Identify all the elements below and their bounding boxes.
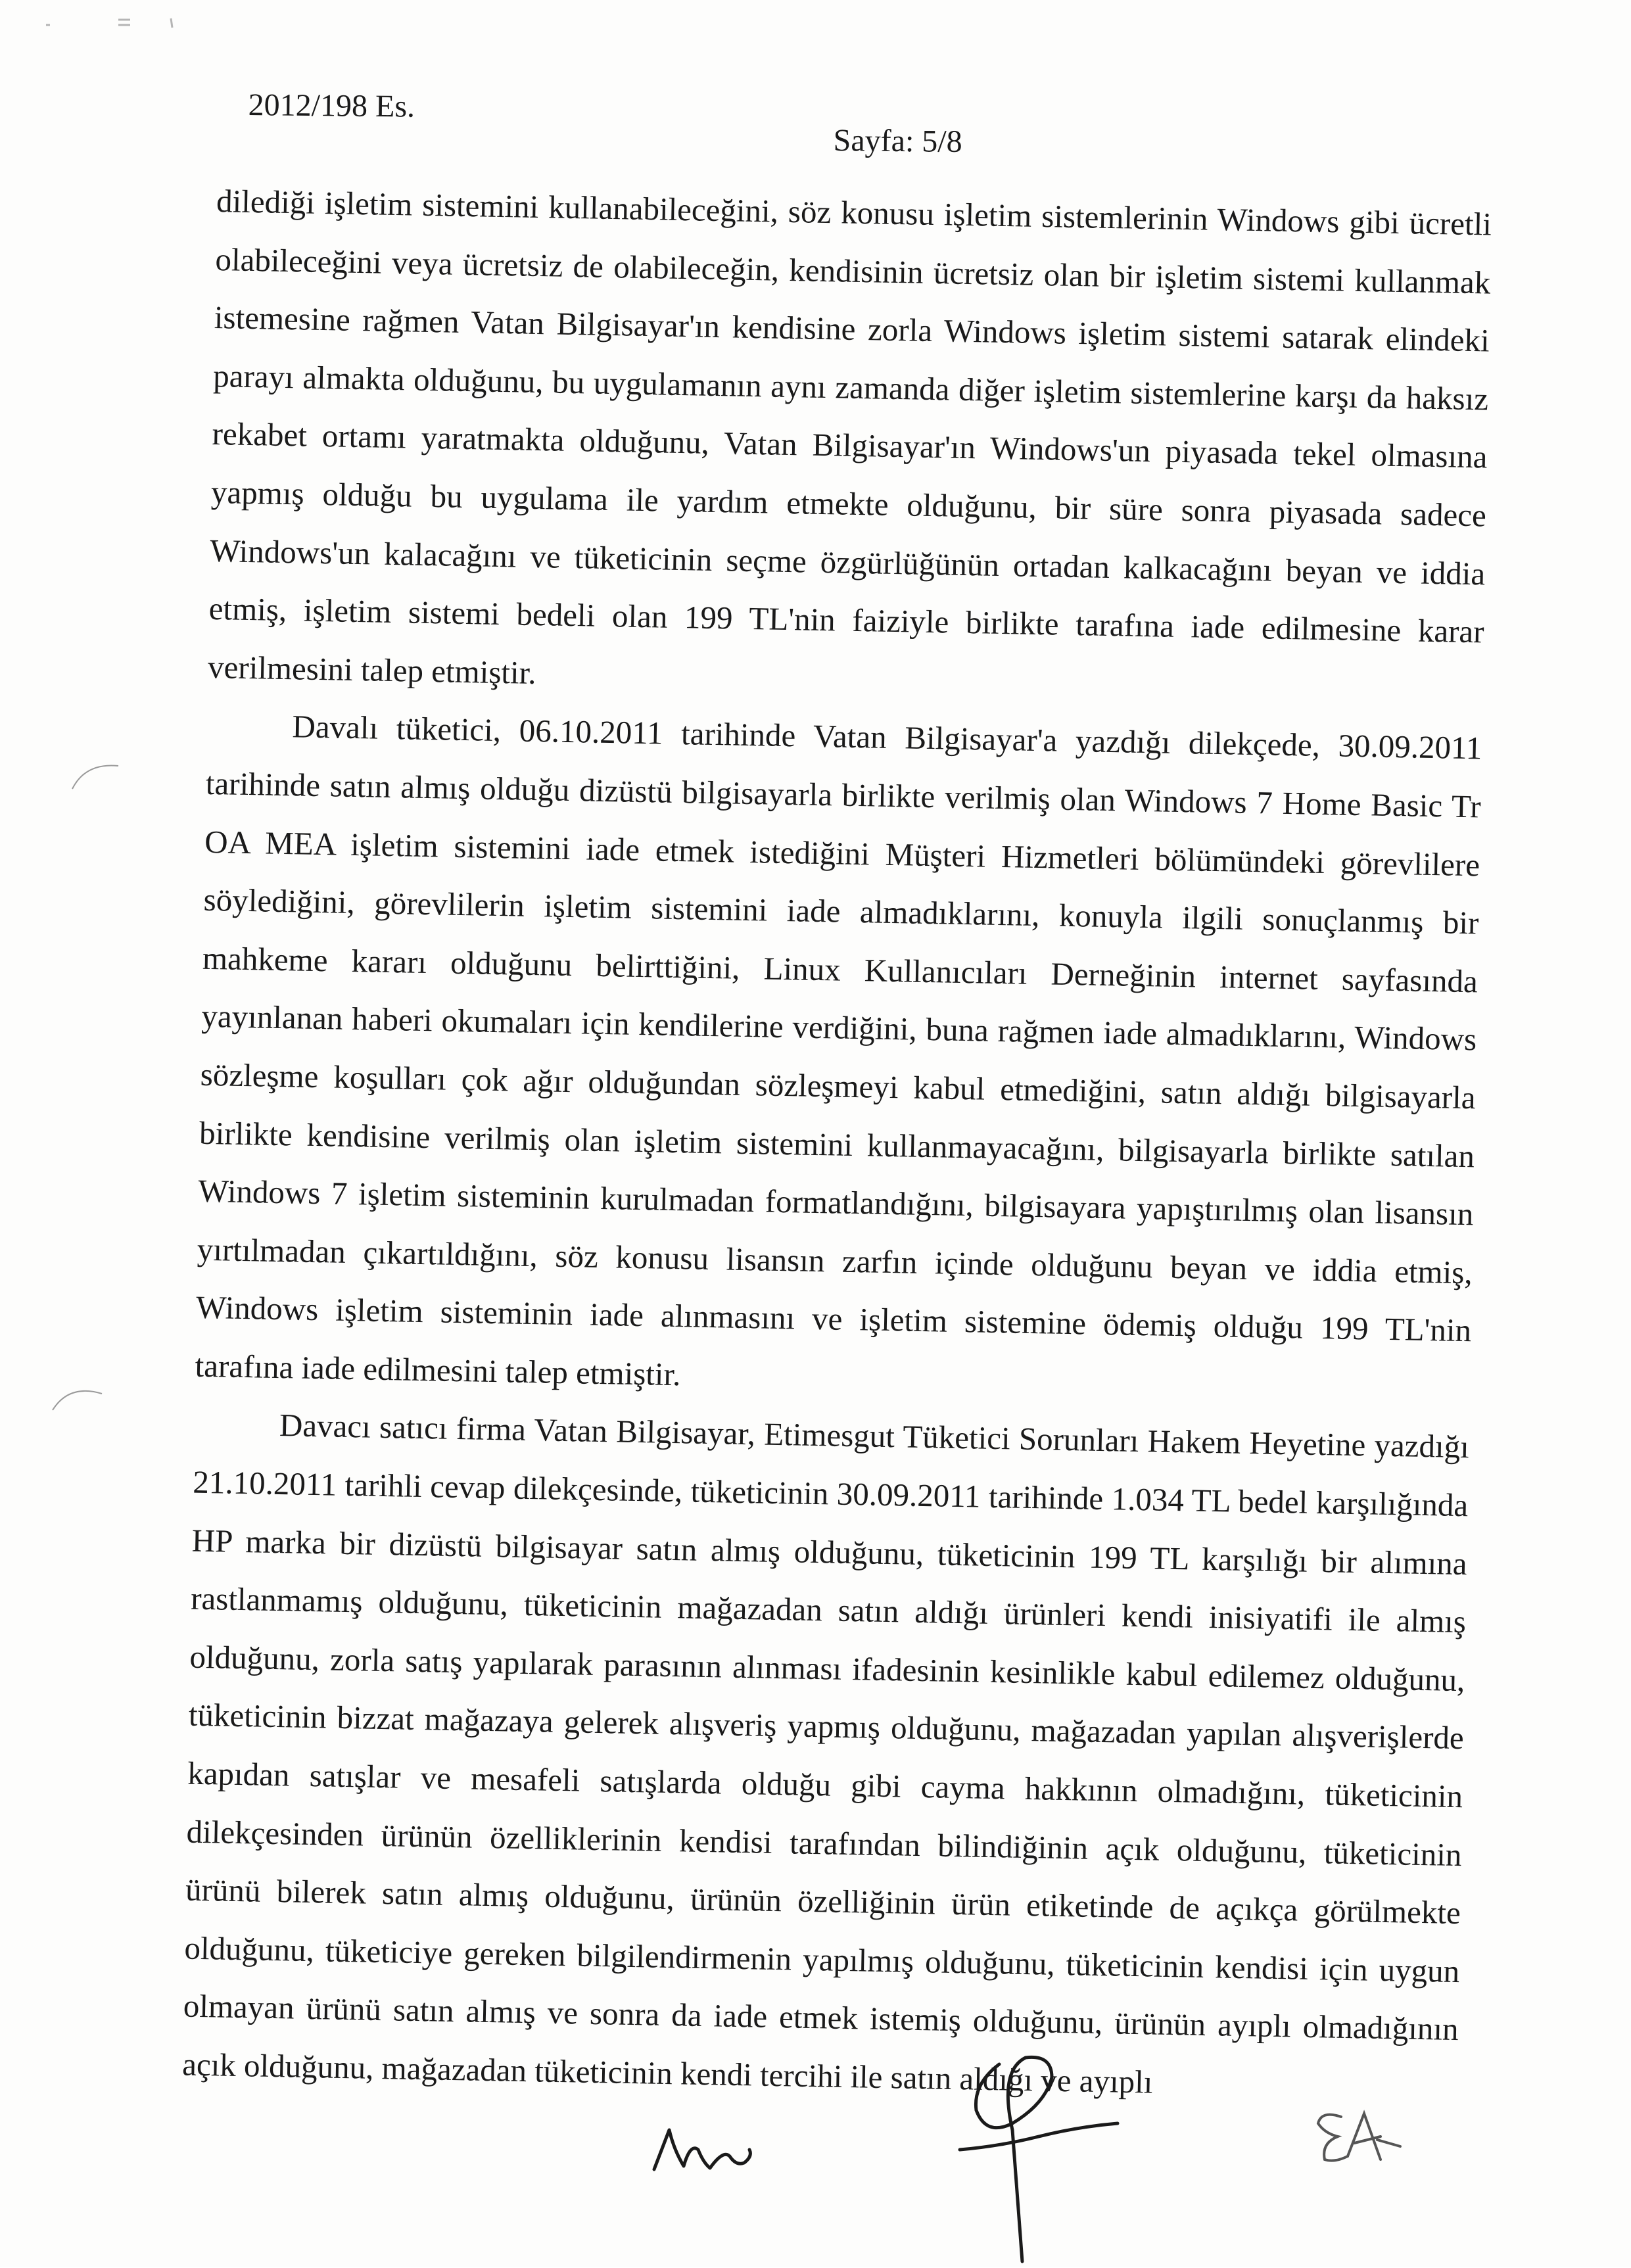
punch-hole-mark-bottom (46, 1374, 105, 1433)
paragraph-2: Davalı tüketici, 06.10.2011 tarihinde Vatan Bilgisayar'a yazdığı dilekçede, 30.09.2011 tarihinde satın almış olduğu dizüstü bilgisayarla birlikte verilmiş olan Windows 7 Home Basic Tr OA MEA işletim sistemini iade etmek istediğini Müşteri Hizmetleri bölümündeki görevlilere söylediğini, görevlilerin işletim sistemini iade almadıklarını, konuyla ilgili sonuçlanmış bir mahkeme kararı olduğunu belirttiğini, Linux Kullanıcıları Derneğinin internet sayfasında yayınlanan haberi okumaları için kendilerine verdiğini, buna rağmen iade almadıklarını, Windows sözleşme koşulları çok ağır olduğundan sözleşmeyi kabul etmediğini, satın aldığı bilgisayarla birlikte kendisine verilmiş olan işletim sistemini kullanmayacağını, bilgisayarla birlikte satılan Windows 7 işletim sisteminin kurulmadan formatlandığını, bilgisayara yapıştırılmış olan lisansın yırtılmadan çıkartıldığını, söz konusu lisansın zarfın içinde olduğunu beyan ve iddia etmiş, Windows işletim sisteminin iade alınmasını ve işletim sistemine ödemiş olduğu 199 TL'nin tarafına iade edilmesini talep etmiştir. (195, 708, 1482, 1393)
paragraph-1: dilediği işletim sistemini kullanabileceğini, söz konusu işletim sistemlerinin Windows gibi ücretli olabileceğini veya ücretsiz de olabileceğin, kendisinin ücretsiz olan bir işletim sistemi kullanmak istemesine rağmen Vatan Bilgisayar'ın kendisine zorla Windows işletim sistemi satarak elindeki parayı almakta olduğunu, bu uygulamanın aynı zamanda diğer işletim sistemlerine karşı da haksız rekabet ortamı yaratmakta olduğunu, Vatan Bilgisayar'ın Windows'un piyasada tekel olmasına yapmış olduğu bu uygulama ile yardım etmekte olduğunu, bir süre sonra piyasada sadece Windows'un kalacağını ve tüketicinin seçme özgürlüğünün ortadan kalkacağını beyan ve iddia etmiş, işletim sistemi bedeli olan 199 TL'nin faiziyle birlikte tarafına iade edilmesine karar verilmesini talep etmiştir. (207, 182, 1492, 691)
paragraph-3: Davacı satıcı firma Vatan Bilgisayar, Etimesgut Tüketici Sorunları Hakem Heyetine yazdığı 21.10.2011 tarihli cevap dilekçesinde, tüketicinin 30.09.2011 tarihinde 1.034 TL bedel karşılığında HP marka bir dizüstü bilgisayar satın almış olduğunu, tüketicinin 199 TL karşılığı bir alımına rastlanmamış olduğunu, tüketicinin mağazadan satın aldığı ürünleri kendi inisiyatifi ile almış olduğunu, zorla satış yapılarak parasının alınması ifadesinin kesinlikle kabul edilemez olduğunu, tüketicinin bizzat mağazaya gelerek alışveriş yapmış olduğunu, mağazadan yapılan alışverişlerde kapıdan satışlar ve mesafeli satışlarda olduğu gibi cayma hakkının olmadığını, tüketicinin dilekçesinden ürünün özelliklerinin kendisi tarafından bilindiğinin açık olduğunu, tüketicinin ürünü bilerek satın almış olduğunu, ürünün özelliğinin ürün etiketinde de açıkça görülmekte olduğunu, tüketiciye gereken bilgilendirmenin yapılmış olduğunu, tüketicinin kendisi için uygun olmayan ürünü satın almış ve sonra da iade etmek istemiş olduğunu, ürünün ayıplı olmadığının açık olduğunu, mağazadan tüketicinin kendi tercihi ile satın aldığı ve ayıplı (181, 1407, 1470, 2100)
signature-left (654, 2130, 750, 2169)
document-body (181, 172, 1492, 2117)
case-number: 2012/198 Es. (248, 87, 415, 124)
scan-artifact-marks (39, 13, 210, 33)
punch-hole-mark-top (66, 749, 125, 809)
signature-right (1318, 2114, 1400, 2161)
signature-center (960, 2057, 1118, 2261)
signatures (592, 2051, 1512, 2268)
page-number: Sayfa: 5/8 (833, 122, 962, 160)
